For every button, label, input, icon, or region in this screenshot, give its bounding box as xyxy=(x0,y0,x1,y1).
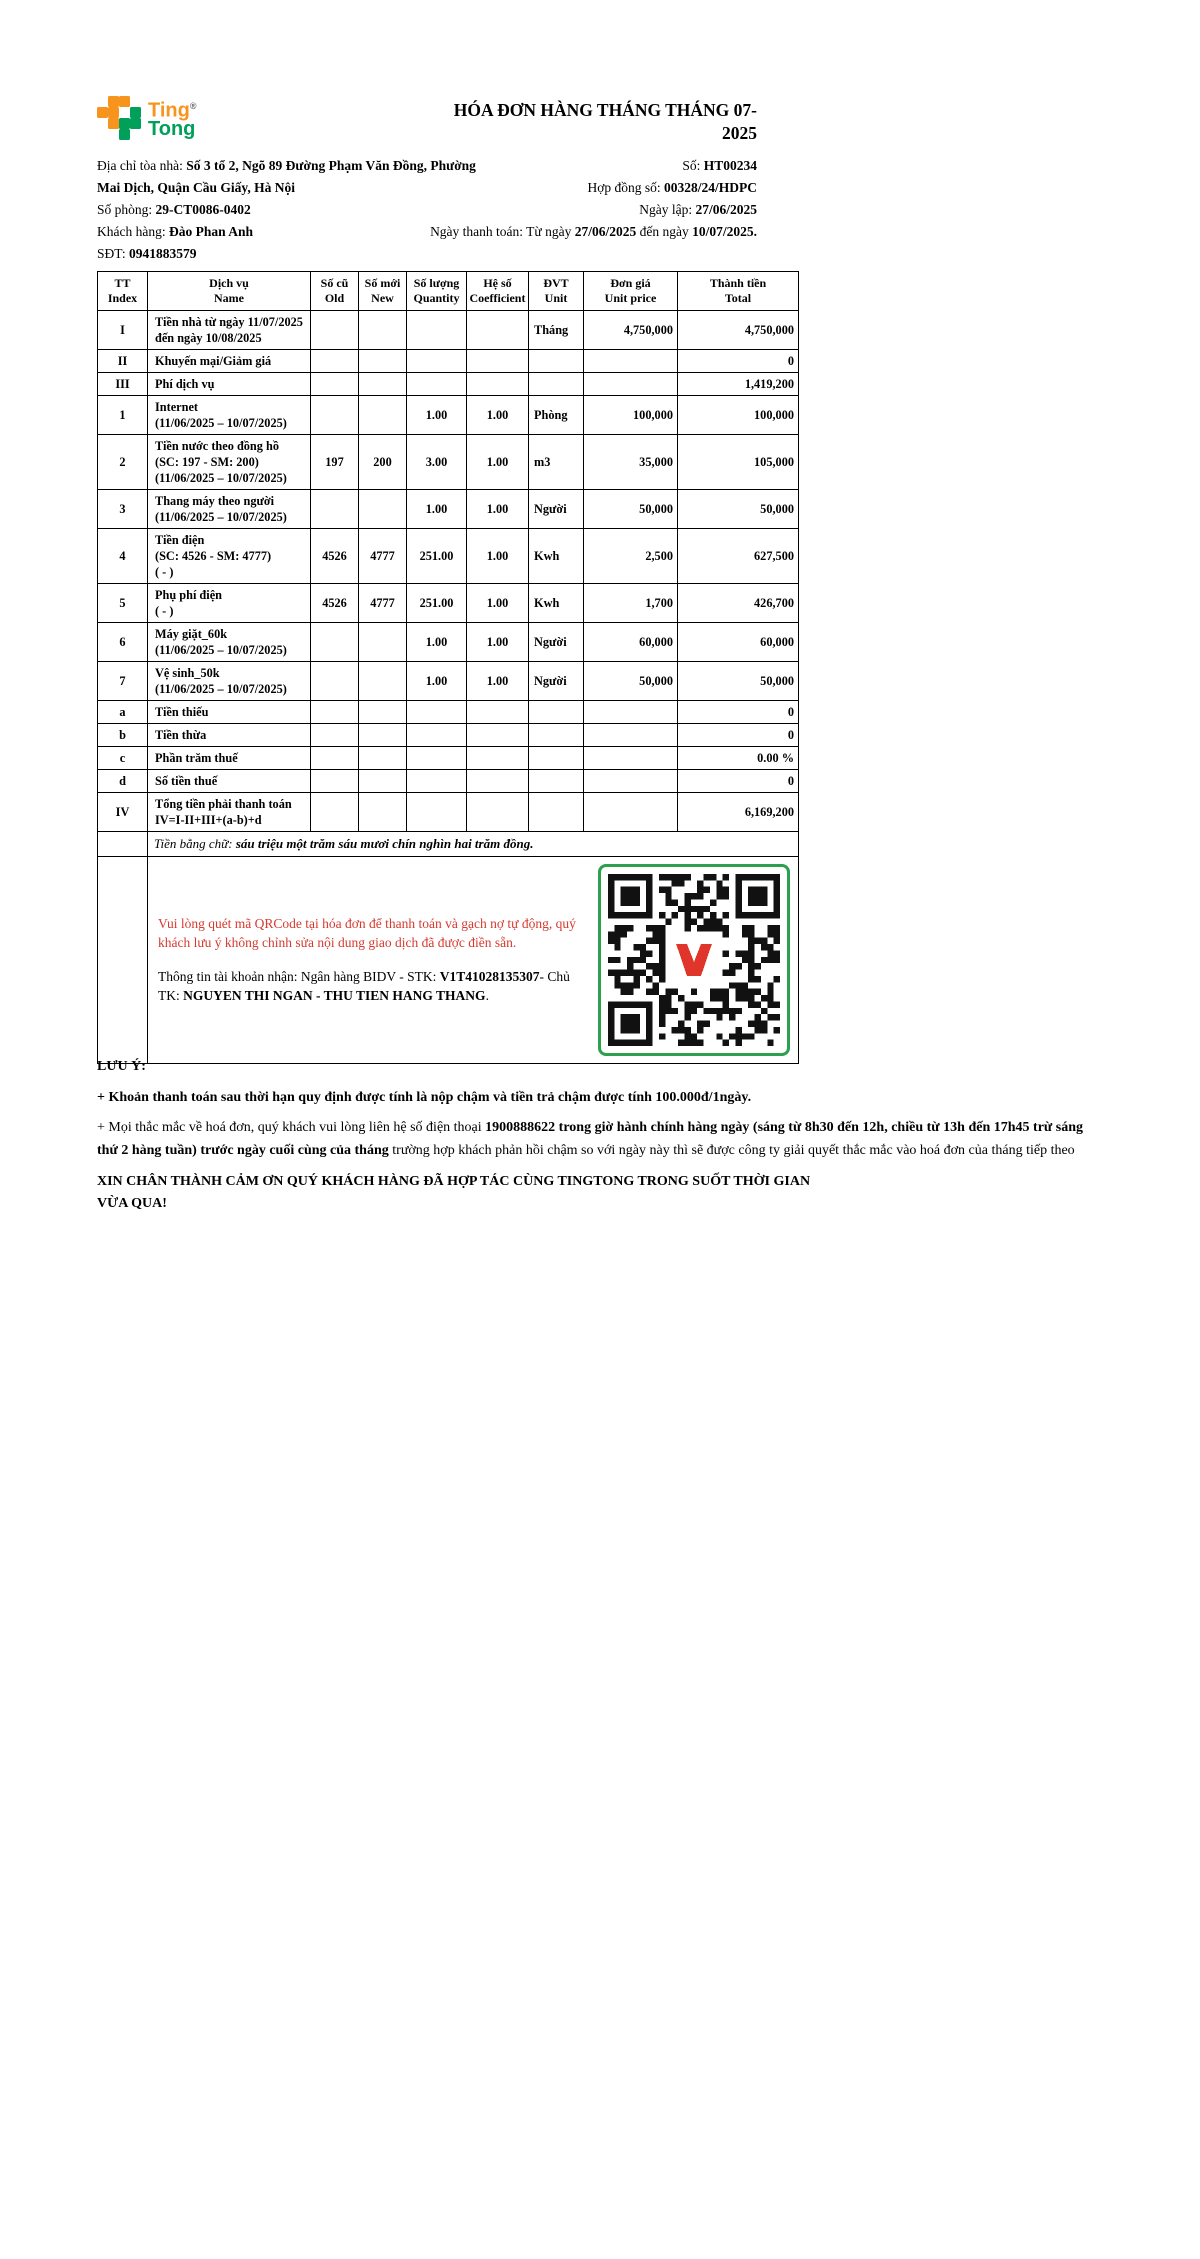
table-row xyxy=(98,724,799,747)
cell-qty xyxy=(407,350,467,373)
cell-idx: 5 xyxy=(98,584,148,623)
cell-qty xyxy=(407,793,467,832)
cell-name: Tiền thiếu xyxy=(148,701,311,724)
cell-price: 50,000 xyxy=(584,490,678,529)
cell-price xyxy=(584,724,678,747)
cell-qty xyxy=(407,373,467,396)
column-header: Dịch vụ Name xyxy=(148,272,311,311)
text-segment: Số: xyxy=(682,158,704,174)
cell-old xyxy=(311,311,359,350)
cell-unit: Người xyxy=(529,623,584,662)
cell-old xyxy=(311,724,359,747)
brand-tong: Tong xyxy=(148,118,196,141)
cell-unit: Người xyxy=(529,662,584,701)
invoice-title-line-1: HÓA ĐƠN HÀNG THÁNG THÁNG 07- xyxy=(453,100,757,120)
text-segment: 29-CT0086-0402 xyxy=(155,202,251,218)
cell-coef xyxy=(467,793,529,832)
text-segment: Khách hàng: xyxy=(97,224,169,240)
column-header: Số mới New xyxy=(359,272,407,311)
thank-you-line-1: XIN CHÂN THÀNH CẢM ƠN QUÝ KHÁCH HÀNG ĐÃ HỢP TÁC CÙNG TINGTONG TRONG SUỐT THỜI GIAN xyxy=(97,1173,811,1189)
cell-idx: II xyxy=(98,350,148,373)
cell-qty: 1.00 xyxy=(407,662,467,701)
cell-name: Tiền nước theo đồng hồ (SC: 197 - SM: 200) (11/06/2025 – 10/07/2025) xyxy=(148,435,311,490)
cell-idx: 3 xyxy=(98,490,148,529)
info-row xyxy=(97,243,757,265)
cell-name: Tổng tiền phải thanh toán IV=I-II+III+(a-b)+d xyxy=(148,793,311,832)
cell-unit: Tháng xyxy=(529,311,584,350)
invoice-title xyxy=(454,99,757,145)
text-segment: đến ngày xyxy=(636,224,693,240)
cell-old: 4526 xyxy=(311,584,359,623)
amount-in-words-value: sáu triệu một trăm sáu mươi chín nghìn hai trăm đồng. xyxy=(235,836,534,852)
cell-unit xyxy=(529,350,584,373)
table-row xyxy=(98,490,799,529)
qr-code-image xyxy=(608,874,780,1046)
cell-qty xyxy=(407,747,467,770)
cell-idx: 7 xyxy=(98,662,148,701)
table-header-row xyxy=(98,272,799,311)
cell-coef xyxy=(467,350,529,373)
cell-coef xyxy=(467,311,529,350)
qr-texts xyxy=(154,915,586,1006)
amount-in-words-label: Tiền bằng chữ: xyxy=(154,836,236,852)
thank-you-line-2: VỪA QUA! xyxy=(97,1196,167,1212)
cell-price xyxy=(584,701,678,724)
cell-qty: 1.00 xyxy=(407,490,467,529)
cell-empty xyxy=(98,832,148,857)
invoice-document xyxy=(97,95,798,1064)
cell-unit: Phòng xyxy=(529,396,584,435)
cell-old xyxy=(311,662,359,701)
header xyxy=(97,95,757,145)
column-header: Thành tiền Total xyxy=(678,272,799,311)
cell-new xyxy=(359,724,407,747)
cell-total: 50,000 xyxy=(678,662,799,701)
cell-unit xyxy=(529,793,584,832)
notes-heading: LƯU Ý: xyxy=(97,1059,146,1074)
qr-cell xyxy=(148,857,799,1064)
cell-name: Tiền thừa xyxy=(148,724,311,747)
cell-price: 1,700 xyxy=(584,584,678,623)
cell-idx: c xyxy=(98,747,148,770)
cell-old xyxy=(311,793,359,832)
column-header: ĐVT Unit xyxy=(529,272,584,311)
cell-coef: 1.00 xyxy=(467,584,529,623)
info-right-text xyxy=(587,177,757,199)
cell-coef xyxy=(467,373,529,396)
text-segment: 27/06/2025 xyxy=(695,202,757,218)
text-segment: V1T41028135307 xyxy=(439,969,540,985)
cell-price: 100,000 xyxy=(584,396,678,435)
cell-coef: 1.00 xyxy=(467,662,529,701)
cell-unit xyxy=(529,373,584,396)
cell-total: 0 xyxy=(678,701,799,724)
cell-total: 4,750,000 xyxy=(678,311,799,350)
text-segment: Thông tin tài khoản nhận: Ngân hàng BIDV - STK: xyxy=(158,969,440,985)
table-row xyxy=(98,435,799,490)
info-left-text xyxy=(97,221,253,243)
cell-idx: 6 xyxy=(98,623,148,662)
table-row xyxy=(98,701,799,724)
text-segment: SĐT: xyxy=(97,246,129,262)
cell-new xyxy=(359,662,407,701)
cell-price xyxy=(584,350,678,373)
cell-new: 4777 xyxy=(359,529,407,584)
cell-unit: Kwh xyxy=(529,584,584,623)
cell-name: Khuyến mại/Giảm giá xyxy=(148,350,311,373)
tingtong-logo xyxy=(97,95,197,141)
qr-code xyxy=(598,864,790,1056)
invoice-table xyxy=(97,271,799,1064)
cell-name: Thang máy theo người (11/06/2025 – 10/07/2025) xyxy=(148,490,311,529)
cell-unit xyxy=(529,770,584,793)
info-left-text xyxy=(97,243,196,265)
cell-empty xyxy=(98,857,148,1064)
cell-price: 50,000 xyxy=(584,662,678,701)
info-row xyxy=(97,221,757,243)
late-payment-note: + Khoản thanh toán sau thời hạn quy định được tính là nộp chậm và tiền trả chậm được tính 100.000đ/1ngày. xyxy=(97,1089,752,1105)
table-row xyxy=(98,793,799,832)
cell-qty xyxy=(407,701,467,724)
cell-name: Phí dịch vụ xyxy=(148,373,311,396)
cell-new xyxy=(359,396,407,435)
cell-idx: 1 xyxy=(98,396,148,435)
text-segment: . xyxy=(485,987,489,1003)
cell-name: Phụ phí điện ( - ) xyxy=(148,584,311,623)
footer-notes xyxy=(97,1056,1105,1224)
cell-name: Tiền điện (SC: 4526 - SM: 4777) ( - ) xyxy=(148,529,311,584)
cell-total: 60,000 xyxy=(678,623,799,662)
column-header: TT Index xyxy=(98,272,148,311)
cell-old xyxy=(311,747,359,770)
table-row xyxy=(98,396,799,435)
cell-price xyxy=(584,793,678,832)
text-segment: - Chủ TK: xyxy=(158,969,570,1003)
cell-coef: 1.00 xyxy=(467,529,529,584)
cell-price xyxy=(584,747,678,770)
cell-new xyxy=(359,311,407,350)
cell-new xyxy=(359,701,407,724)
cell-idx: b xyxy=(98,724,148,747)
table-row xyxy=(98,623,799,662)
brand-ting: Ting xyxy=(148,99,190,122)
cell-old xyxy=(311,701,359,724)
text-segment: Hợp đồng số: xyxy=(587,180,664,196)
text-segment: 1900888622 trong giờ hành chính hàng ngày (sáng từ 8h30 đến 12h, chiều từ 13h đến 17h45 trừ sáng thứ 2 hàng tuần) trước ngày cuối cùng của tháng xyxy=(97,1120,1084,1159)
text-segment: HT00234 xyxy=(703,158,757,174)
cell-unit xyxy=(529,747,584,770)
cell-price: 35,000 xyxy=(584,435,678,490)
table-row xyxy=(98,662,799,701)
info-section xyxy=(97,155,757,265)
info-row xyxy=(97,199,757,221)
table-row xyxy=(98,584,799,623)
cell-name: Số tiền thuế xyxy=(148,770,311,793)
text-segment: Đào Phan Anh xyxy=(168,224,254,240)
cell-old xyxy=(311,623,359,662)
cell-unit: m3 xyxy=(529,435,584,490)
cell-idx: IV xyxy=(98,793,148,832)
column-header: Số lượng Quantity xyxy=(407,272,467,311)
cell-new xyxy=(359,350,407,373)
cell-price xyxy=(584,373,678,396)
column-header: Hệ số Coefficient xyxy=(467,272,529,311)
info-row xyxy=(97,155,757,177)
info-right-text xyxy=(682,155,757,177)
cell-total: 0 xyxy=(678,770,799,793)
account-info-text xyxy=(158,968,580,1005)
thank-you-note xyxy=(97,1171,1105,1216)
table-row xyxy=(98,350,799,373)
cell-coef: 1.00 xyxy=(467,396,529,435)
text-segment: NGUYEN THI NGAN - THU TIEN HANG THANG xyxy=(183,987,486,1003)
registered-mark-icon: ® xyxy=(189,100,197,111)
cell-price xyxy=(584,770,678,793)
cell-unit xyxy=(529,701,584,724)
info-right-text xyxy=(639,199,757,221)
column-header: Số cũ Old xyxy=(311,272,359,311)
contact-note xyxy=(97,1117,1105,1162)
info-left-text xyxy=(97,199,251,221)
cell-qty xyxy=(407,770,467,793)
info-right-text xyxy=(430,221,757,243)
cell-qty: 251.00 xyxy=(407,584,467,623)
cell-new xyxy=(359,490,407,529)
cell-qty: 1.00 xyxy=(407,623,467,662)
table-row xyxy=(98,770,799,793)
cell-total: 0 xyxy=(678,724,799,747)
cell-old xyxy=(311,770,359,793)
cell-name: Vệ sinh_50k (11/06/2025 – 10/07/2025) xyxy=(148,662,311,701)
cell-unit: Người xyxy=(529,490,584,529)
text-segment: Địa chỉ tòa nhà: xyxy=(97,158,187,174)
cell-old xyxy=(311,490,359,529)
text-segment: 00328/24/HDPC xyxy=(664,180,757,196)
cell-coef xyxy=(467,701,529,724)
cell-old: 197 xyxy=(311,435,359,490)
cell-old xyxy=(311,396,359,435)
cell-old: 4526 xyxy=(311,529,359,584)
amount-in-words-row xyxy=(98,832,799,857)
cell-coef: 1.00 xyxy=(467,623,529,662)
cell-new xyxy=(359,623,407,662)
column-header: Đơn giá Unit price xyxy=(584,272,678,311)
text-segment: + Mọi thắc mắc về hoá đơn, quý khách vui lòng liên hệ số điện thoại xyxy=(97,1120,486,1136)
qr-instruction-text: Vui lòng quét mã QRCode tại hóa đơn để thanh toán và gạch nợ tự động, quý khách lưu ý không chỉnh sửa nội dung giao dịch đã được điền sẵn. xyxy=(158,915,576,950)
info-left-text xyxy=(97,177,295,199)
qr-row xyxy=(98,857,799,1064)
text-segment: 10/07/2025. xyxy=(692,224,757,240)
cell-name: Máy giặt_60k (11/06/2025 – 10/07/2025) xyxy=(148,623,311,662)
cell-new: 200 xyxy=(359,435,407,490)
cell-qty: 3.00 xyxy=(407,435,467,490)
info-left-text xyxy=(97,155,476,177)
cell-total: 0.00 % xyxy=(678,747,799,770)
cell-total: 105,000 xyxy=(678,435,799,490)
cell-coef: 1.00 xyxy=(467,490,529,529)
amount-in-words-cell xyxy=(148,832,799,857)
cell-coef xyxy=(467,770,529,793)
cell-qty xyxy=(407,311,467,350)
cell-idx: III xyxy=(98,373,148,396)
invoice-title-line-2: 2025 xyxy=(722,123,757,144)
cell-price: 4,750,000 xyxy=(584,311,678,350)
cell-qty: 251.00 xyxy=(407,529,467,584)
cell-idx: 2 xyxy=(98,435,148,490)
table-row xyxy=(98,311,799,350)
cell-qty xyxy=(407,724,467,747)
cell-coef xyxy=(467,724,529,747)
cell-new xyxy=(359,793,407,832)
cell-idx: d xyxy=(98,770,148,793)
cell-coef: 1.00 xyxy=(467,435,529,490)
cell-old xyxy=(311,373,359,396)
cell-total: 1,419,200 xyxy=(678,373,799,396)
text-segment: Ngày lập: xyxy=(639,202,696,218)
header-region xyxy=(97,95,757,265)
cell-price: 2,500 xyxy=(584,529,678,584)
table-row xyxy=(98,529,799,584)
cell-new: 4777 xyxy=(359,584,407,623)
text-segment: Số 3 tổ 2, Ngõ 89 Đường Phạm Văn Đồng, Phường xyxy=(186,158,476,174)
info-row xyxy=(97,177,757,199)
table-row xyxy=(98,747,799,770)
cell-old xyxy=(311,350,359,373)
cell-coef xyxy=(467,747,529,770)
cell-idx: I xyxy=(98,311,148,350)
cell-total: 100,000 xyxy=(678,396,799,435)
cell-qty: 1.00 xyxy=(407,396,467,435)
cell-unit xyxy=(529,724,584,747)
cell-total: 426,700 xyxy=(678,584,799,623)
cell-unit: Kwh xyxy=(529,529,584,584)
cell-total: 0 xyxy=(678,350,799,373)
text-segment: Số phòng: xyxy=(97,202,156,218)
cell-name: Tiền nhà từ ngày 11/07/2025 đến ngày 10/08/2025 xyxy=(148,311,311,350)
text-segment: 0941883579 xyxy=(128,246,197,262)
cell-new xyxy=(359,373,407,396)
cell-idx: 4 xyxy=(98,529,148,584)
cell-new xyxy=(359,770,407,793)
cell-total: 6,169,200 xyxy=(678,793,799,832)
cell-total: 50,000 xyxy=(678,490,799,529)
text-segment: Mai Dịch, Quận Cầu Giấy, Hà Nội xyxy=(97,180,296,196)
cell-idx: a xyxy=(98,701,148,724)
cell-total: 627,500 xyxy=(678,529,799,584)
cell-name: Internet (11/06/2025 – 10/07/2025) xyxy=(148,396,311,435)
cell-name: Phần trăm thuế xyxy=(148,747,311,770)
table-row xyxy=(98,373,799,396)
tingtong-logo-icon xyxy=(97,96,141,140)
text-segment: trường hợp khách phản hồi chậm so với ngày này thì sẽ được công ty giải quyết thắc mắc vào hoá đơn của tháng tiếp theo xyxy=(388,1143,1075,1159)
tingtong-logo-text xyxy=(148,97,197,140)
table-body xyxy=(98,311,799,832)
cell-new xyxy=(359,747,407,770)
text-segment: 27/06/2025 xyxy=(574,224,637,240)
cell-price: 60,000 xyxy=(584,623,678,662)
text-segment: Ngày thanh toán: Từ ngày xyxy=(430,224,575,240)
